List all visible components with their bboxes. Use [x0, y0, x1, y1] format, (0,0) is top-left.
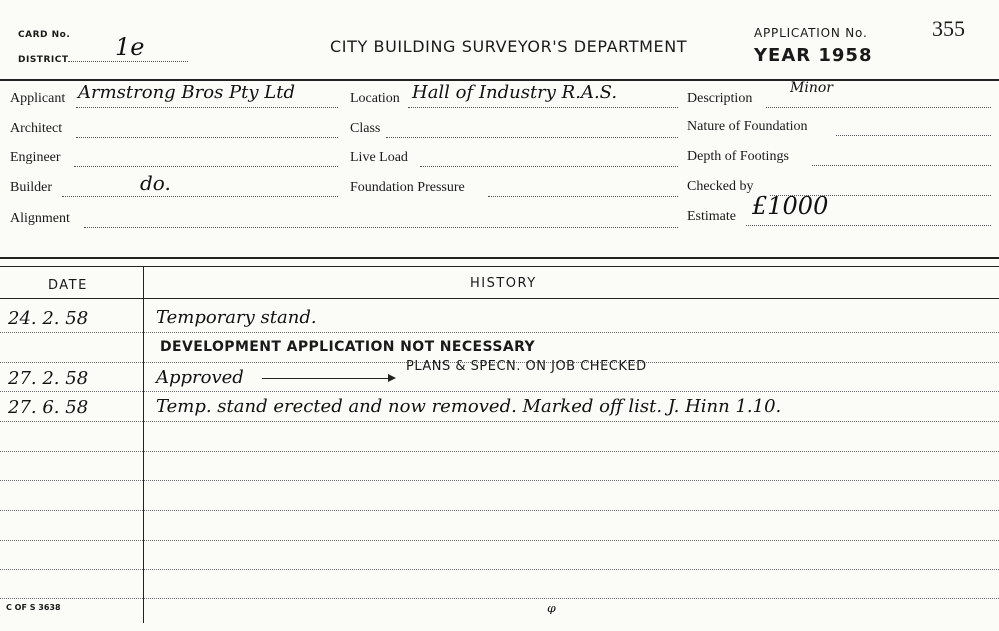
builder-value: do.: [140, 171, 171, 195]
alignment-label: Alignment: [10, 211, 70, 226]
estimate-dots: [746, 225, 991, 226]
applicant-label: Applicant: [10, 91, 66, 106]
card-no-label: CARD No.: [18, 30, 71, 40]
estimate-value: £1000: [752, 192, 829, 220]
depth-of-footings-label: Depth of Footings: [687, 149, 789, 164]
card-number: 355: [932, 16, 965, 41]
footer-mark: ᵩ: [547, 593, 556, 617]
alignment-dots: [84, 227, 678, 228]
arrow-line: [262, 378, 392, 379]
entry-date: 27. 2. 58: [8, 368, 89, 389]
district-dots: [68, 61, 188, 62]
description-dots: [766, 107, 991, 108]
district-value: 1e: [115, 33, 145, 61]
arrow-head-icon: [388, 374, 396, 382]
entry-text: Approved: [156, 367, 244, 388]
plans-checked-stamp: PLANS & SPECN. ON JOB CHECKED: [406, 359, 647, 374]
estimate-label: Estimate: [687, 209, 736, 224]
location-label: Location: [350, 91, 400, 106]
architect-label: Architect: [10, 121, 63, 136]
application-no-label: APPLICATION No.: [754, 26, 868, 40]
department-title: CITY BUILDING SURVEYOR'S DEPARTMENT: [330, 37, 688, 56]
live-load-dots: [420, 166, 678, 167]
description-label: Description: [687, 91, 753, 106]
description-value: Minor: [790, 80, 833, 96]
applicant-value: Armstrong Bros Pty Ltd: [78, 82, 295, 103]
entry-date: 24. 2. 58: [8, 308, 89, 329]
top-rule: [0, 79, 999, 81]
history-row-line: [0, 421, 999, 422]
entry-text: Temporary stand.: [156, 307, 317, 328]
section-rule-lower: [0, 266, 999, 267]
section-rule-upper: [0, 257, 999, 259]
engineer-label: Engineer: [10, 150, 61, 165]
class-dots: [386, 137, 678, 138]
history-header-rule: [0, 298, 999, 299]
foundation-pressure-dots: [488, 196, 678, 197]
history-row-line: [0, 598, 999, 599]
builder-label: Builder: [10, 180, 52, 195]
builder-dots: [62, 196, 338, 197]
depth-of-footings-dots: [812, 165, 991, 166]
location-dots: [408, 107, 678, 108]
date-column-header: DATE: [48, 278, 88, 293]
development-stamp: DEVELOPMENT APPLICATION NOT NECESSARY: [160, 339, 536, 355]
history-row-line: [0, 391, 999, 392]
history-row-line: [0, 332, 999, 333]
district-label: DISTRICT: [18, 55, 69, 65]
entry-date: 27. 6. 58: [8, 397, 89, 418]
history-row-line: [0, 540, 999, 541]
entry-text: Temp. stand erected and now removed. Marked off list. J. Hinn 1.10.: [156, 396, 782, 417]
location-value: Hall of Industry R.A.S.: [412, 82, 618, 103]
history-column-header: HISTORY: [470, 276, 537, 291]
nature-of-foundation-label: Nature of Foundation: [687, 119, 808, 134]
checked-by-label: Checked by: [687, 179, 754, 194]
history-row-line: [0, 510, 999, 511]
history-row-line: [0, 480, 999, 481]
form-code: C OF S 3638: [6, 603, 61, 612]
foundation-pressure-label: Foundation Pressure: [350, 180, 465, 195]
live-load-label: Live Load: [350, 150, 408, 165]
architect-dots: [76, 137, 338, 138]
history-row-line: [0, 569, 999, 570]
year-label: YEAR 1958: [754, 45, 873, 66]
history-row-line: [0, 451, 999, 452]
engineer-dots: [74, 166, 338, 167]
class-label: Class: [350, 121, 381, 136]
nature-of-foundation-dots: [836, 135, 991, 136]
applicant-dots: [76, 107, 338, 108]
